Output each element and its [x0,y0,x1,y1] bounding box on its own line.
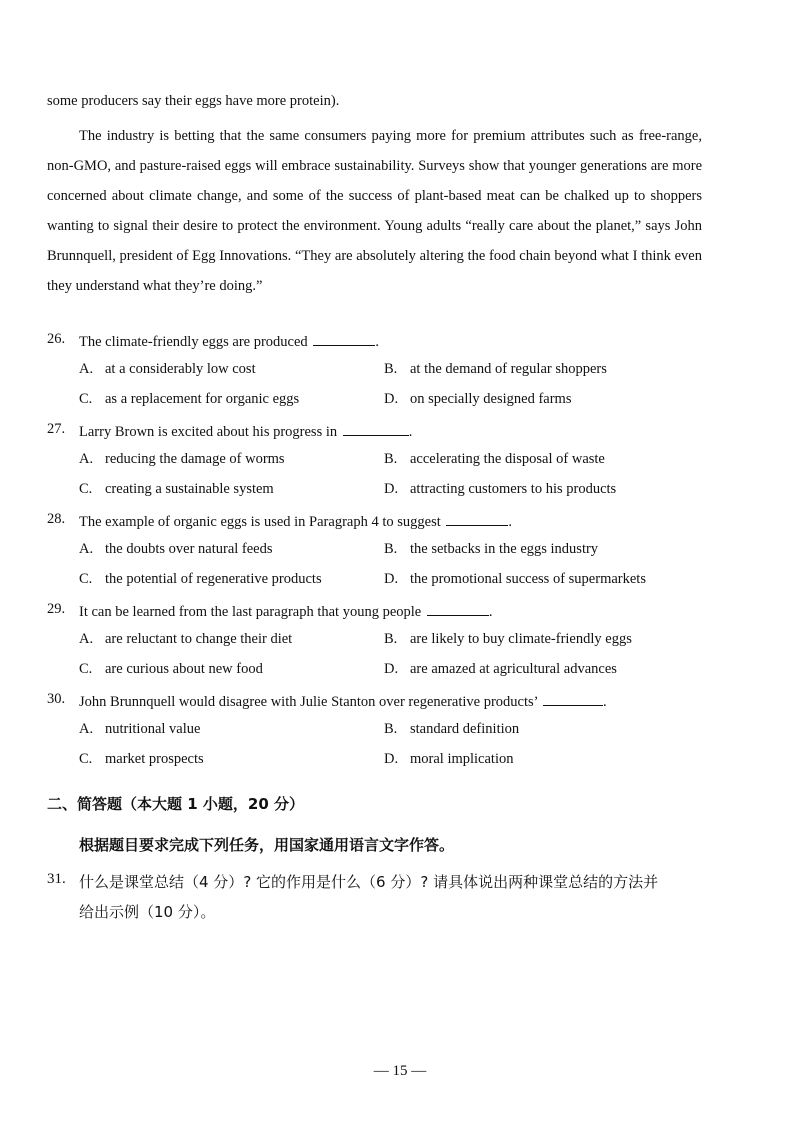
question-stem: Larry Brown is excited about his progress in . [79,421,412,441]
option: B. the setbacks in the eggs industry [384,541,599,557]
answer-blank [446,511,508,526]
answer-blank [343,421,409,436]
option: D. the promotional success of supermarkets [384,571,646,587]
answer-blank [543,691,603,706]
question-number: 29. [47,601,66,617]
answer-blank [427,601,489,616]
option: C. market prospects [79,751,204,767]
option: B. at the demand of regular shoppers [384,361,607,377]
passage-paragraph: The industry is betting that the same consumers paying more for premium attributes such as free-range, non-GMO, and pasture-raised eggs will embrace sustainability. Surveys show that younger generations are more concerned about climate change, and some of the success of plant-based meat can be chalked up to shoppers wanting to signal their desire to protect the environment. Young adults “really care about the planet,” says John Brunnquell, president of Egg Innovations. “They are absolutely altering the food chain beyond what I think even they understand what they’re doing.” [47,128,702,294]
answer-blank [313,331,375,346]
option: D. attracting customers to his products [384,481,617,497]
question-stem: The climate-friendly eggs are produced . [79,331,379,351]
option: B. are likely to buy climate-friendly eggs [384,631,632,647]
question-number: 30. [47,691,66,707]
question-number: 26. [47,331,66,347]
option: C. the potential of regenerative products [79,571,322,587]
question-number: 31. [47,871,66,887]
question-stem: It can be learned from the last paragraph that young people . [79,601,492,621]
option: B. standard definition [384,721,520,737]
option: C. creating a sustainable system [79,481,274,497]
question-31-line-1: 什么是课堂总结（4 分）? 它的作用是什么（6 分）? 请具体说出两种课堂总结的方法并 [79,873,659,891]
question-stem: John Brunnquell would disagree with Julie Stanton over regenerative products’ . [79,691,607,711]
option: A. the doubts over natural feeds [79,541,273,557]
option: A. reducing the damage of worms [79,451,285,467]
option: D. moral implication [384,751,514,767]
question-stem: The example of organic eggs is used in Paragraph 4 to suggest . [79,511,512,531]
section-heading: 二、简答题（本大题 1 小题，20 分） [47,795,304,813]
question-31-line-2: 给出示例（10 分）。 [79,903,216,921]
option: A. at a considerably low cost [79,361,256,377]
passage-line: some producers say their eggs have more protein). [47,93,340,109]
question-number: 27. [47,421,66,437]
option: C. as a replacement for organic eggs [79,391,300,407]
option: D. are amazed at agricultural advances [384,661,617,677]
page-number: — 15 — [373,1063,427,1079]
option: A. are reluctant to change their diet [79,631,293,647]
question-number: 28. [47,511,66,527]
section-instruction: 根据题目要求完成下列任务，用国家通用语言文字作答。 [79,836,455,854]
option: C. are curious about new food [79,661,263,677]
option: D. on specially designed farms [384,391,572,407]
option: B. accelerating the disposal of waste [384,451,605,467]
option: A. nutritional value [79,721,201,737]
